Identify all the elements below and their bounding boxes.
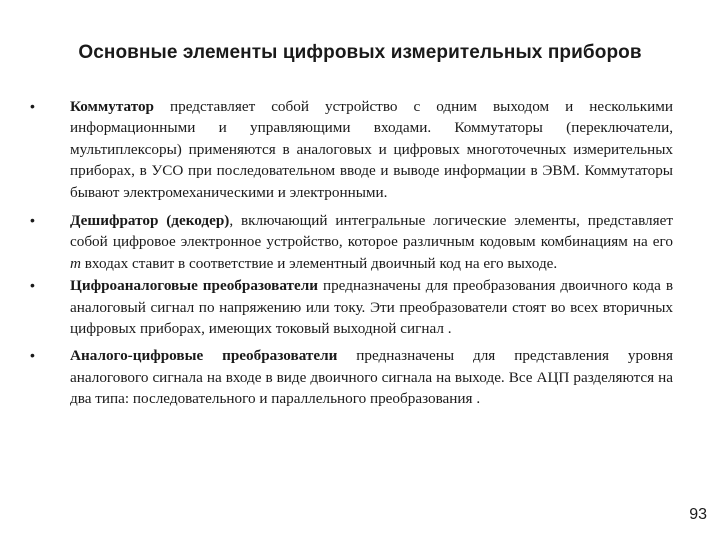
list-item-dac: [30, 275, 673, 339]
list-item-decoder: [30, 210, 673, 274]
description-adc: предназначены для представления уровня аналогового сигнала на входе в виде двоичного сигнала на выходе. Все АЦП разделяются на два типа: последовательного и параллельного преобразования .: [70, 347, 673, 408]
bullet-icon: •: [30, 347, 35, 364]
bullet-icon: •: [30, 277, 35, 294]
variable-m: m: [70, 254, 81, 272]
term-decoder: Дешифратор (декодер): [70, 212, 230, 230]
page-number: 93: [689, 506, 707, 523]
list-item-commutator: [30, 96, 673, 203]
bullet-list: [30, 96, 673, 416]
description-decoder-part-1: , включающий интегральные логические элементы, представляет собой цифровое электронное устройство, которое различным кодовым комбинациям на его: [70, 212, 673, 251]
description-decoder-part-2: входах ставит в соответствие и элементный двоичный код на его выходе.: [80, 254, 558, 272]
list-item-adc: [30, 345, 673, 409]
term-dac: Цифроаналоговые преобразователи: [70, 277, 319, 295]
term-adc: Аналого-цифровые преобразователи: [70, 347, 338, 365]
description-dac: предназначены для преобразования двоичного кода в аналоговый сигнал по напряжению или току. Эти преобразователи стоят во всех вторичных цифровых приборах, имеющих токовый выходной сигнал .: [70, 277, 673, 338]
bullet-icon: •: [30, 98, 35, 114]
term-commutator: Коммутатор: [70, 98, 154, 115]
description-commutator: представляет собой устройство с одним выходом и несколькими информационными и управляющими входами. Коммутаторы (переключатели, мультиплексоры) применяются в аналоговых и цифровых многоточечных измерительных приборах, в УСО при последовательном вводе и выводе информации в ЭВМ. Коммутаторы бывают электромеханическими и электронными.: [70, 98, 673, 201]
slide-title: Основные элементы цифровых измерительных приборов: [78, 42, 642, 63]
bullet-icon: •: [30, 212, 35, 229]
